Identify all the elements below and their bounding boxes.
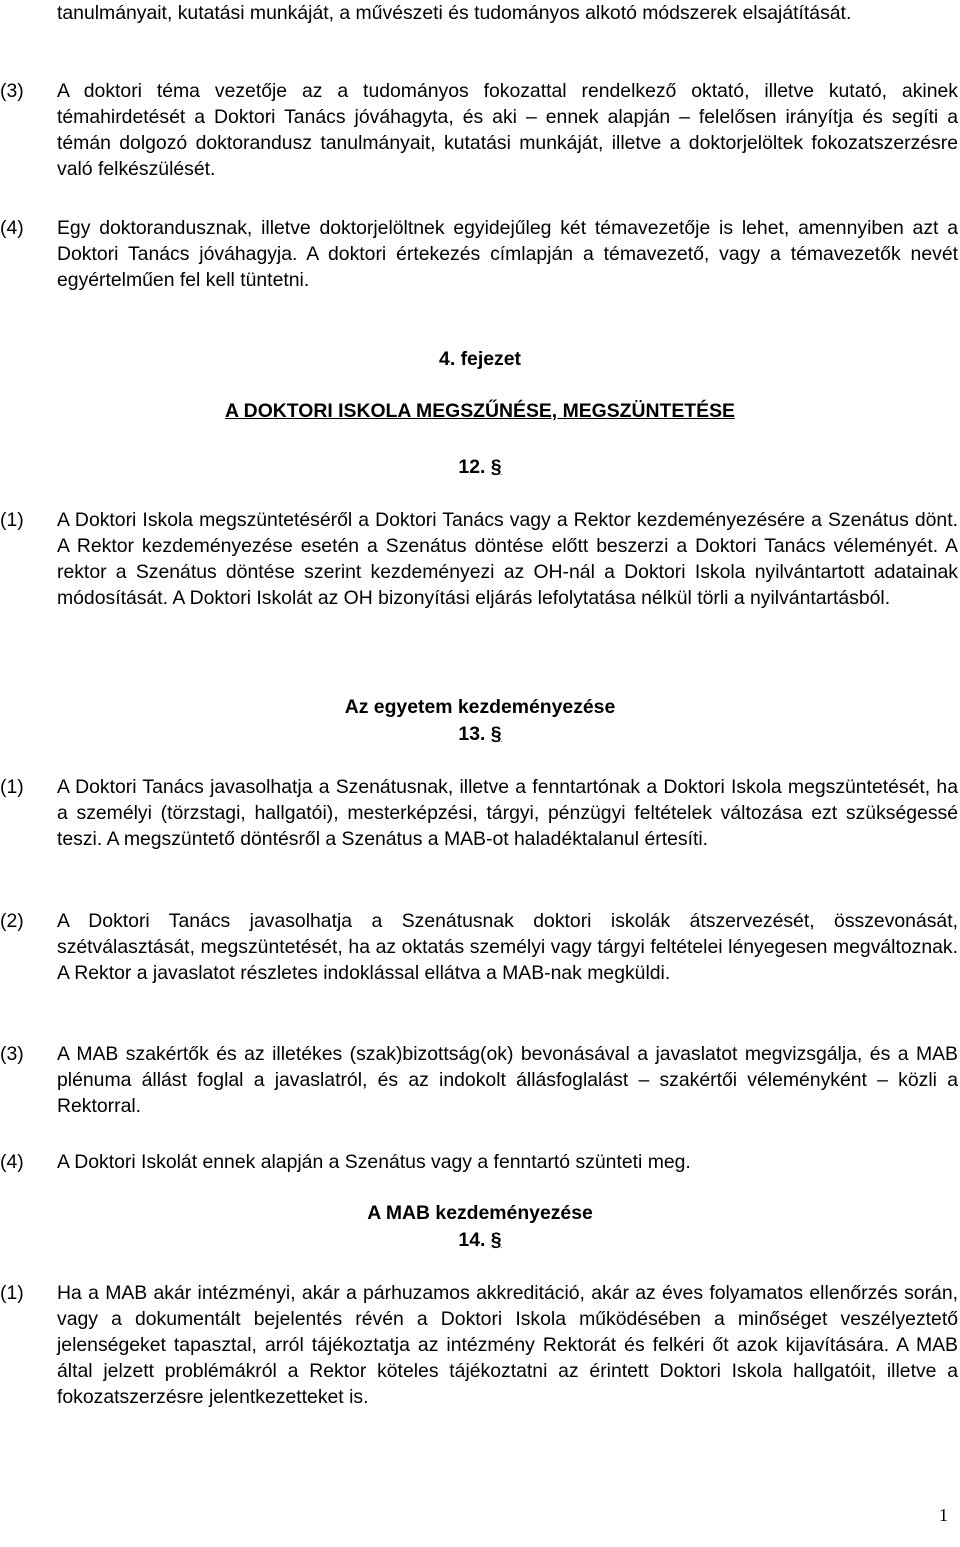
continuation-paragraph (0, 0, 958, 26)
section-13-heading: Az egyetem kezdeményezése (344, 696, 616, 718)
paragraph-text: A Doktori Tanács javasolhatja a Szenátusnak, illetve a fenntartónak a Doktori Iskola megszüntetését, ha a személyi (törzstagi, hallgatói), mesterképzési, tárgyi, pénzügyi feltételek változása ezt szükségessé teszi. A megszüntető döntésről a Szenátus a MAB-ot haladéktalanul értesíti. (57, 776, 958, 850)
section-12-paragraph-1 (0, 507, 958, 611)
paragraph-text: A MAB szakértők és az illetékes (szak)bizottság(ok) bevonásával a javaslatot megvizsgálja, és a MAB plénuma állást foglal a javaslatról, és az indokolt állásfoglalást – szakértői véleményként – közli a Rektorral. (57, 1043, 958, 1117)
paragraph-3-supervisor (0, 78, 958, 182)
paragraph-number: (1) (0, 509, 24, 531)
paragraph-number: (4) (0, 217, 24, 239)
chapter-title-text: A DOKTORI ISKOLA MEGSZŰNÉSE, MEGSZÜNTETÉSE (225, 400, 735, 422)
section-14-number (0, 1227, 960, 1253)
section-mark: § (490, 1229, 502, 1251)
paragraph-number: (1) (0, 1282, 24, 1304)
paragraph-text: A doktori téma vezetője az a tudományos fokozattal rendelkező oktató, illetve kutató, akinek témahirdetését a Doktori Tanács jóváhagyta, és aki – ennek alapján – felelősen irányítja és segíti a témán dolgozó doktorandusz tanulmányait, kutatási munkáját, illetve a doktorjelöltek fokozatszerzésre való felkészülését. (57, 80, 958, 180)
paragraph-4-co-supervisor (0, 215, 958, 293)
section-13-paragraph-4 (0, 1149, 958, 1175)
section-13-paragraph-3 (0, 1041, 958, 1119)
section-14-paragraph-1 (0, 1280, 958, 1410)
section-13-number (0, 721, 960, 747)
paragraph-number: (1) (0, 776, 24, 798)
section-number: 12. (458, 456, 486, 478)
paragraph-text: A Doktori Iskola megszüntetéséről a Doktori Tanács vagy a Rektor kezdeményezésére a Szenátus dönt. A Rektor kezdeményezése esetén a Szenátus döntése előtt beszerzi a Doktori Tanács véleményét. A rektor a Szenátus döntése szerint kezdeményezi az OH-nál a Doktori Iskola nyilvántartott adatainak módosítását. A Doktori Iskolát az OH bizonyítási eljárás lefolytatása nélkül törli a nyilvántartásból. (57, 509, 958, 609)
page-number: 1 (939, 1505, 948, 1525)
paragraph-text: A Doktori Iskolát ennek alapján a Szenátus vagy a fenntartó szünteti meg. (57, 1151, 691, 1173)
chapter-number: 4. fejezet (439, 348, 521, 370)
paragraph-number: (3) (0, 1043, 24, 1065)
paragraph-text: Egy doktorandusznak, illetve doktorjelöltnek egyidejűleg két témavezetője is lehet, amennyiben azt a Doktori Tanács jóváhagyja. A doktori értekezés címlapján a témavezető, vagy a témavezetők nevét egyértelműen fel kell tüntetni. (57, 217, 958, 291)
section-14-heading: A MAB kezdeményezése (367, 1202, 593, 1224)
section-13-paragraph-1 (0, 774, 958, 852)
section-13-paragraph-2 (0, 908, 958, 986)
section-mark: § (490, 723, 502, 745)
paragraph-text: Ha a MAB akár intézményi, akár a párhuzamos akkreditáció, akár az éves folyamatos ellenőrzés során, vagy a dokumentált bejelentés révén a Doktori Iskola működésében a minőséget veszélyeztető jelenségeket tapasztal, arról tájékoztatja az intézmény Rektorát és felkéri őt azok kijavítására. A MAB által jelzett problémákról a Rektor köteles tájékoztatni az érintett Doktori Iskola hallgatóit, illetve a fokozatszerzésre jelentkezetteket is. (57, 1282, 958, 1408)
paragraph-number: (3) (0, 80, 24, 102)
section-12-number (0, 454, 960, 480)
section-number: 14. (458, 1229, 486, 1251)
chapter-title (0, 398, 960, 424)
paragraph-number: (4) (0, 1151, 24, 1173)
section-mark: § (490, 456, 502, 478)
continuation-text: tanulmányait, kutatási munkáját, a művészeti és tudományos alkotó módszerek elsajátítását. (57, 2, 852, 24)
section-number: 13. (458, 723, 486, 745)
paragraph-text: A Doktori Tanács javasolhatja a Szenátusnak doktori iskolák átszervezését, összevonását, szétválasztását, megszüntetését, ha az oktatás személyi vagy tárgyi feltételei lényegesen megváltoznak. A Rektor a javaslatot részletes indoklással ellátva a MAB-nak megküldi. (57, 910, 958, 984)
paragraph-number: (2) (0, 910, 24, 932)
